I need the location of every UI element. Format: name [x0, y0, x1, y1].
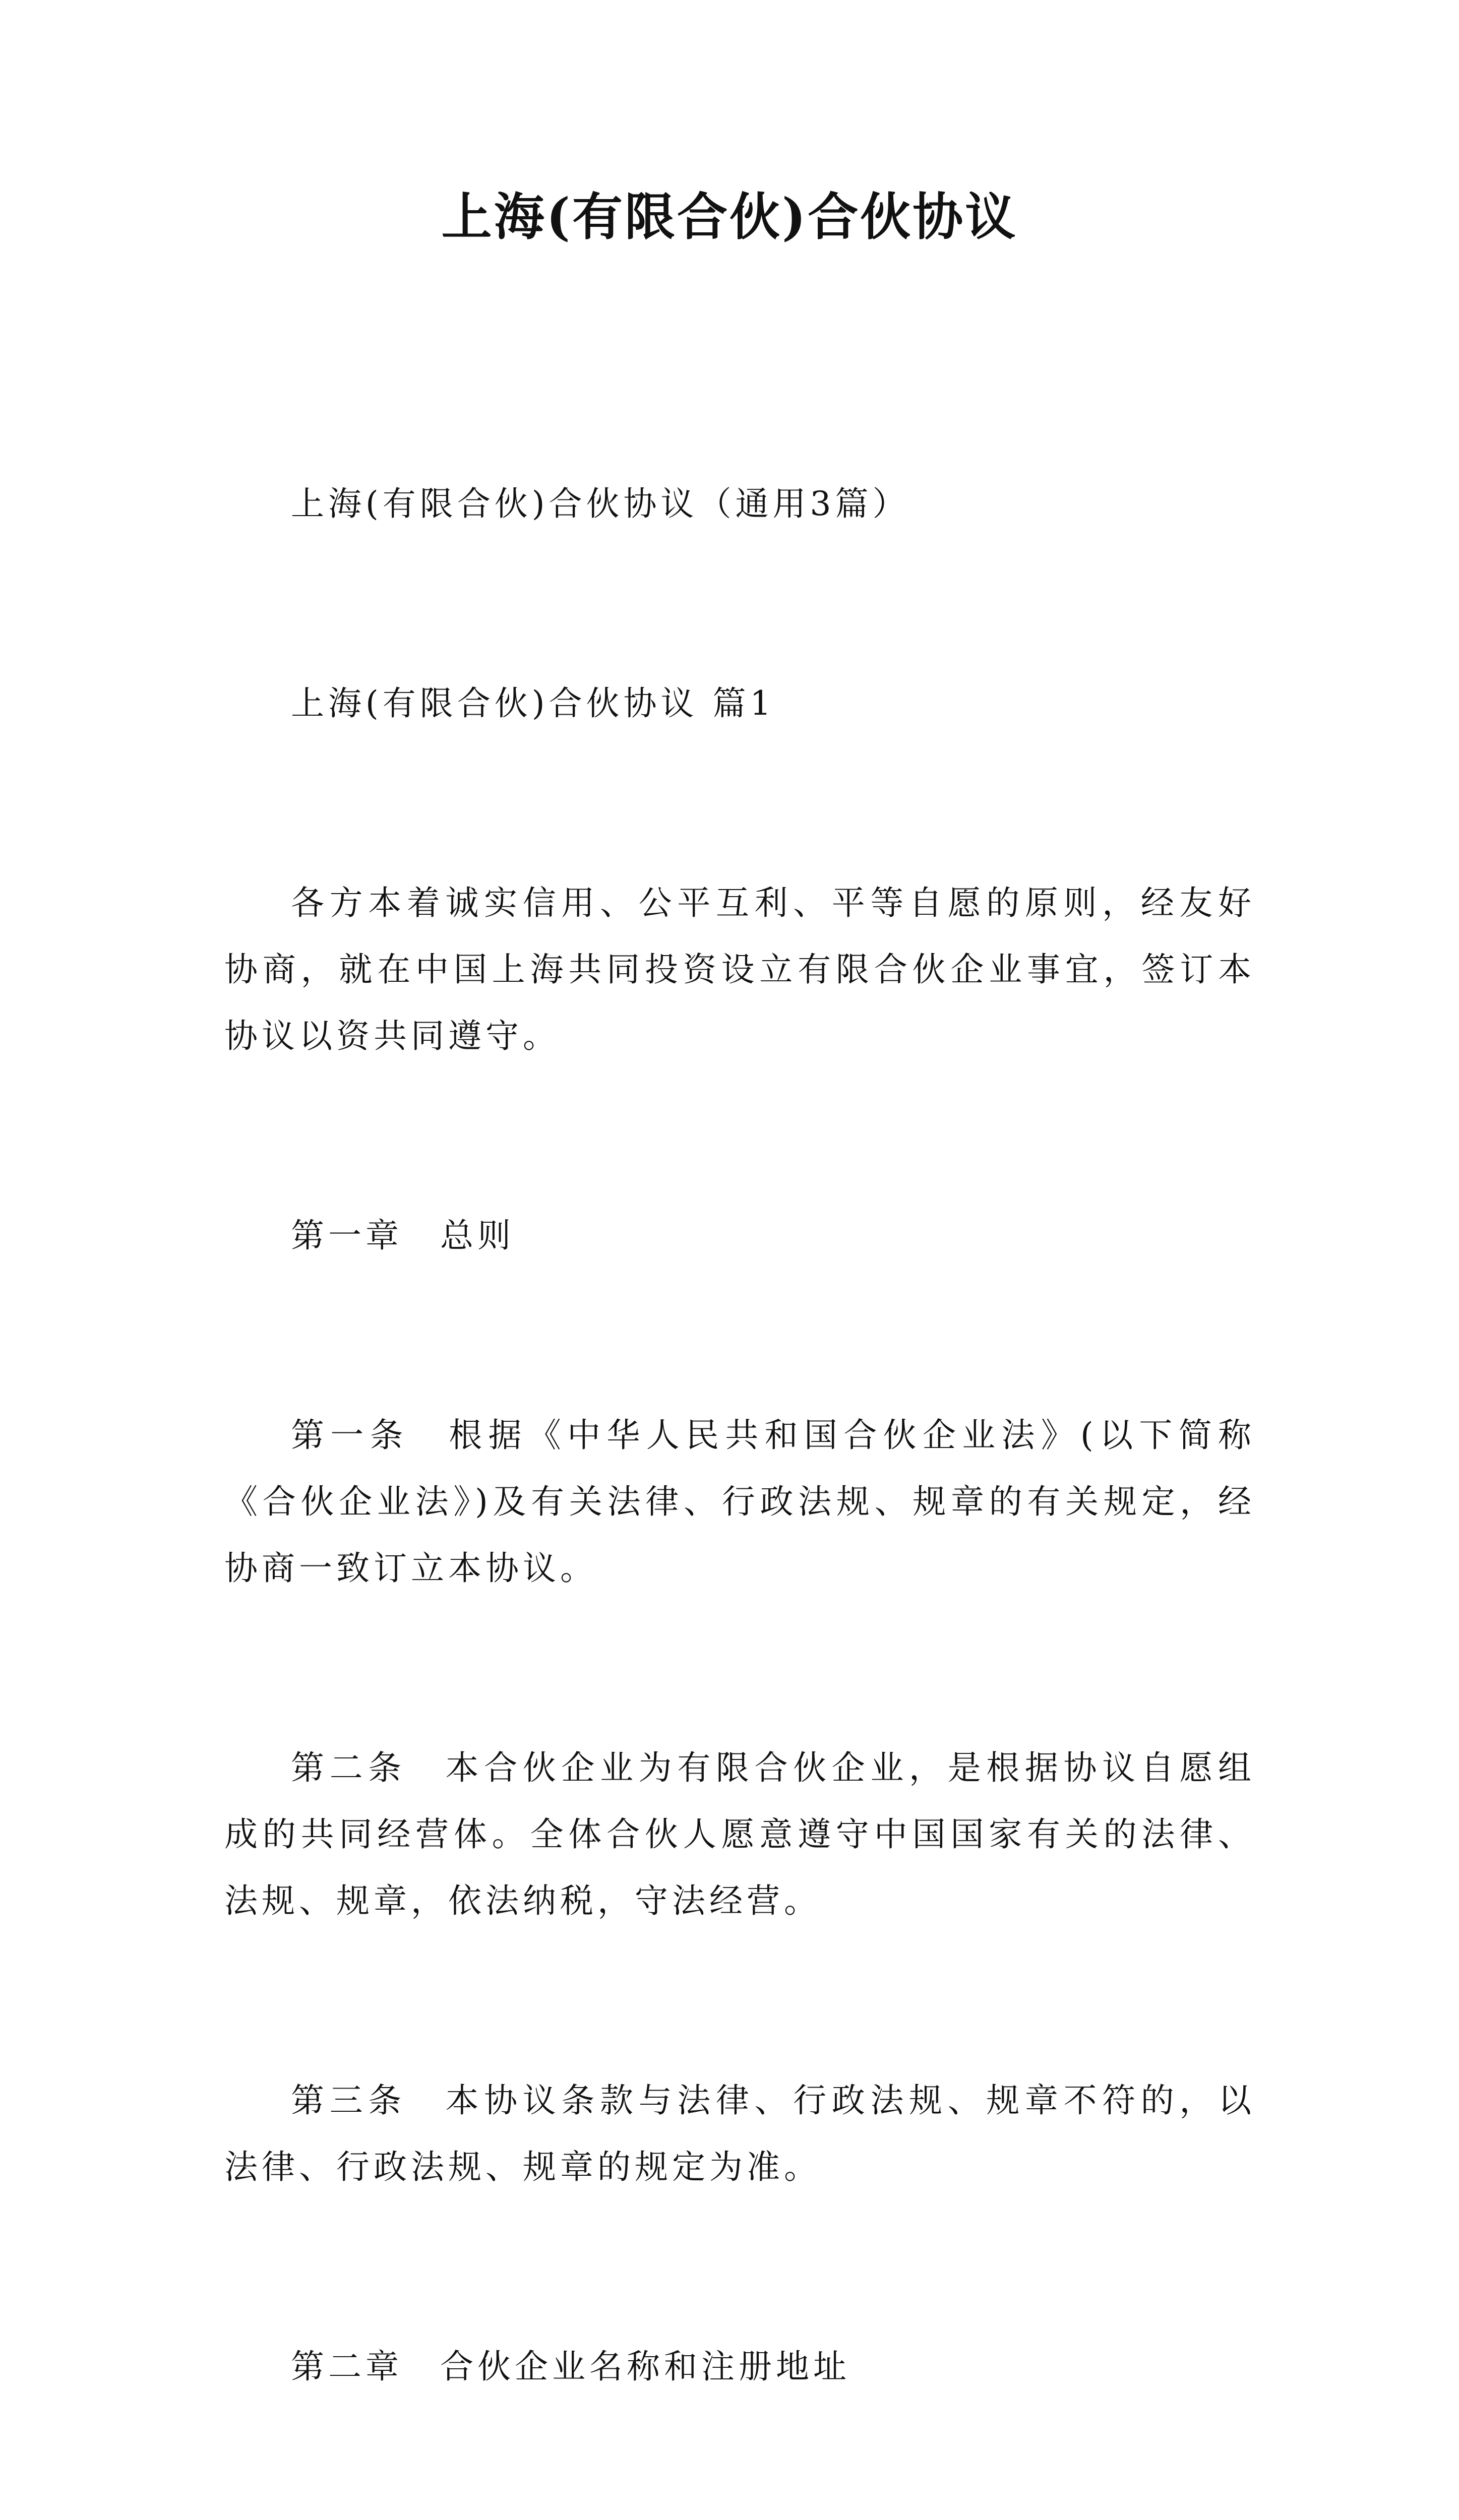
paragraph: 上海(有限合伙)合伙协议 篇1 [291, 684, 775, 723]
paragraph: 各方本着诚实信用、公平互利、平等自愿的原则，经友好协商，就在中国上海共同投资设立有限合伙企业事宜，签订本协议以资共同遵守。 [224, 884, 1255, 1055]
article-paragraph: 第二条 本合伙企业为有限合伙企业，是根据协议自愿组成的共同经营体。全体合伙人愿意遵守中国国家有关的法律、法规、规章，依法纳税，守法经营。 [224, 1748, 1255, 1920]
chapter-heading: 第一章 总则 [291, 1216, 515, 1255]
article-paragraph: 第三条 本协议条款与法律、行政法规、规章不符的，以法律、行政法规、规章的规定为准。 [224, 2081, 1255, 2186]
document-title: 上海(有限合伙)合伙协议 [441, 187, 1018, 246]
chapter-heading: 第二章 合伙企业名称和注册地址 [291, 2347, 850, 2386]
article-paragraph: 第一条 根据《中华人民共和国合伙企业法》(以下简称《合伙企业法》)及有关法律、行政法规、规章的有关规定，经协商一致订立本协议。 [224, 1416, 1255, 1588]
paragraph: 上海(有限合伙)合伙协议（通用3篇） [291, 484, 910, 523]
document-body [224, 338, 1255, 2520]
